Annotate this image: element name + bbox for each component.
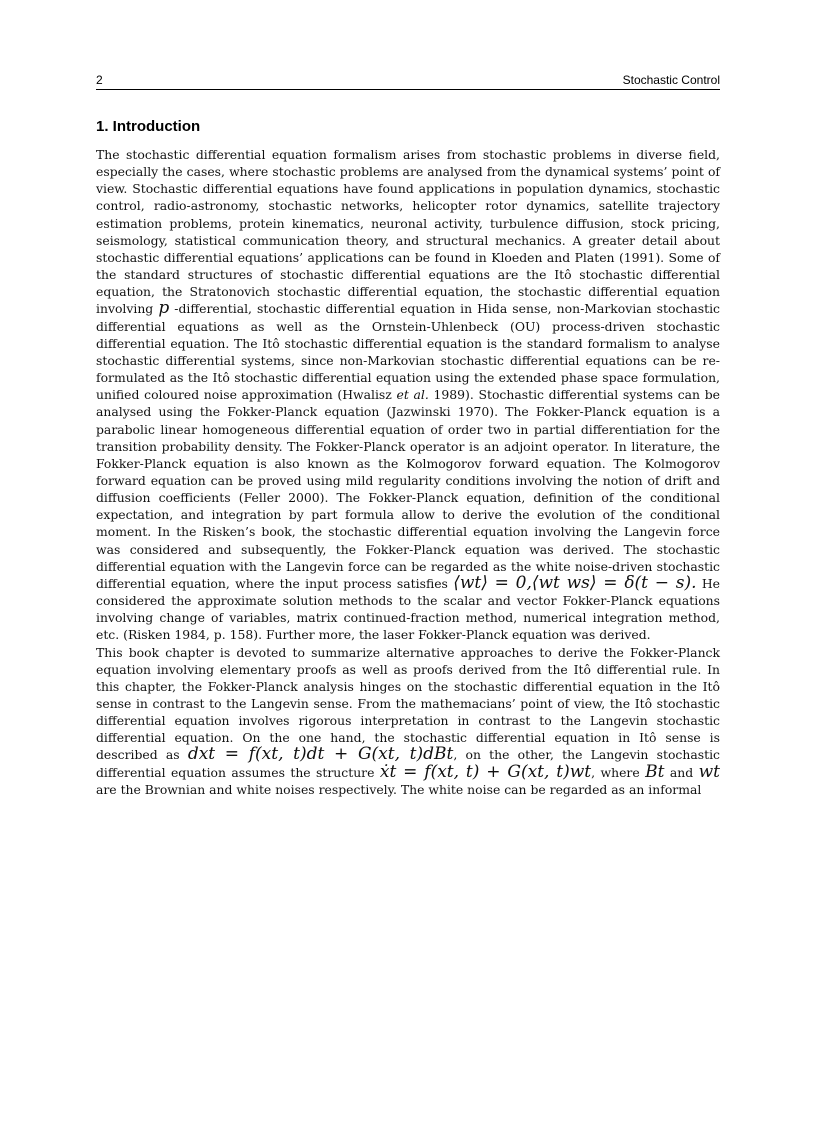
white-noise-symbol: wt: [698, 761, 720, 782]
paragraph-2-part-c: , where: [591, 764, 640, 780]
et-al: et al.: [396, 387, 429, 403]
paragraph-1: [96, 146, 720, 644]
paragraph-2-part-a: This book chapter is devoted to summarize alternative approaches to derive the Fokker-Planck equation involving elementary proofs as well as proofs derived from the Itô differential rule. In this chapter, the Fokker-Planck analysis hinges on the stochastic differential equation in the Itô sense in contrast to the Langevin sense. From the mathemacians’ point of view, the Itô stochastic differential equation involves rigorous interpretation in contrast to the Langevin stochastic differential equation. On the one hand, the stochastic differential equation in Itô sense is described as: [96, 644, 720, 763]
noise-correlation-equation: ⟨wt⟩ = 0,⟨wt ws⟩ = δ(t − s).: [453, 572, 697, 593]
paragraph-1-part-a: The stochastic differential equation formalism arises from stochastic problems in diverse field, especially the cases, where stochastic problems are analysed from the dynamical systems’ point of view. Stochastic differential equations have found applications in population dynamics, stochastic control, radio-astronomy, stochastic networks, helicopter rotor dynamics, satellite trajectory estimation problems, protein kinematics, neuronal activity, turbulence diffusion, stock pricing, seismology, statistical communication theory, and structural mechanics. A greater detail about stochastic differential equations’ applications can be found in Kloeden and Platen (1991). Some of the standard structures of stochastic differential equations are the Itô stochastic differential equation, the Stratonovich stochastic differential equation, the stochastic differential equation involving: [96, 147, 720, 317]
paragraph-1-part-b: -differential, stochastic differential equation in Hida sense, non-Markovian stochastic differential equations as well as the Ornstein-Uhlenbeck (OU) process-driven stochastic differential equation. The Itô stochastic differential equation is the standard formalism to analyse stochastic differential systems, since non-Markovian stochastic differential equations can be re-formulated as the Itô stochastic differential equation using the extended phase space formulation, unified coloured noise approximation (Hwalisz: [96, 301, 720, 403]
body-text: [96, 146, 720, 798]
paragraph-2: [96, 644, 720, 798]
langevin-sde-equation: ẋt = f(xt, t) + G(xt, t)wt: [379, 761, 592, 782]
paragraph-1-part-d: He considered the approximate solution methods to the scalar and vector Fokker-Planck equations involving change of variables, matrix continued-fraction method, numerical integration method, etc. (Risken 1984, p. 158). Further more, the laser Fokker-Planck equation was derived.: [96, 575, 720, 643]
paragraph-2-part-b: , on the other, the Langevin stochastic differential equation assumes the structure: [96, 747, 720, 780]
running-title: Stochastic Control: [622, 73, 720, 87]
brownian-symbol: Bt: [645, 761, 665, 782]
and-word: and: [669, 764, 694, 780]
section-heading: 1. Introduction: [96, 118, 201, 135]
ito-sde-equation: dxt = f(xt, t)dt + G(xt, t)dBt: [187, 744, 454, 765]
running-header: [96, 71, 720, 90]
paragraph-1-part-c: 1989). Stochastic differential systems can be analysed using the Fokker-Planck equation (Jazwinski 1970). The Fokker-Planck equation is a parabolic linear homogeneous differential equation of order two in partial differentiation for the transition probability density. The Fokker-Planck operator is an adjoint operator. In literature, the Fokker-Planck equation is also known as the Kolmogorov forward equation. The Kolmogorov forward equation can be proved using mild regularity conditions involving the notion of drift and diffusion coefficients (Feller 2000). The Fokker-Planck equation, definition of the conditional expectation, and integration by part formula allow to derive the evolution of the conditional moment. In the Risken’s book, the stochastic differential equation involving the Langevin force was considered and subsequently, the Fokker-Planck equation was derived. The stochastic differential equation with the Langevin force can be regarded as the white noise-driven stochastic differential equation, where the input process satisfies: [96, 387, 720, 591]
page-number: 2: [96, 73, 103, 87]
math-p: p: [158, 298, 170, 319]
paragraph-2-part-d: are the Brownian and white noises respectively. The white noise can be regarded as an informal: [96, 781, 702, 797]
